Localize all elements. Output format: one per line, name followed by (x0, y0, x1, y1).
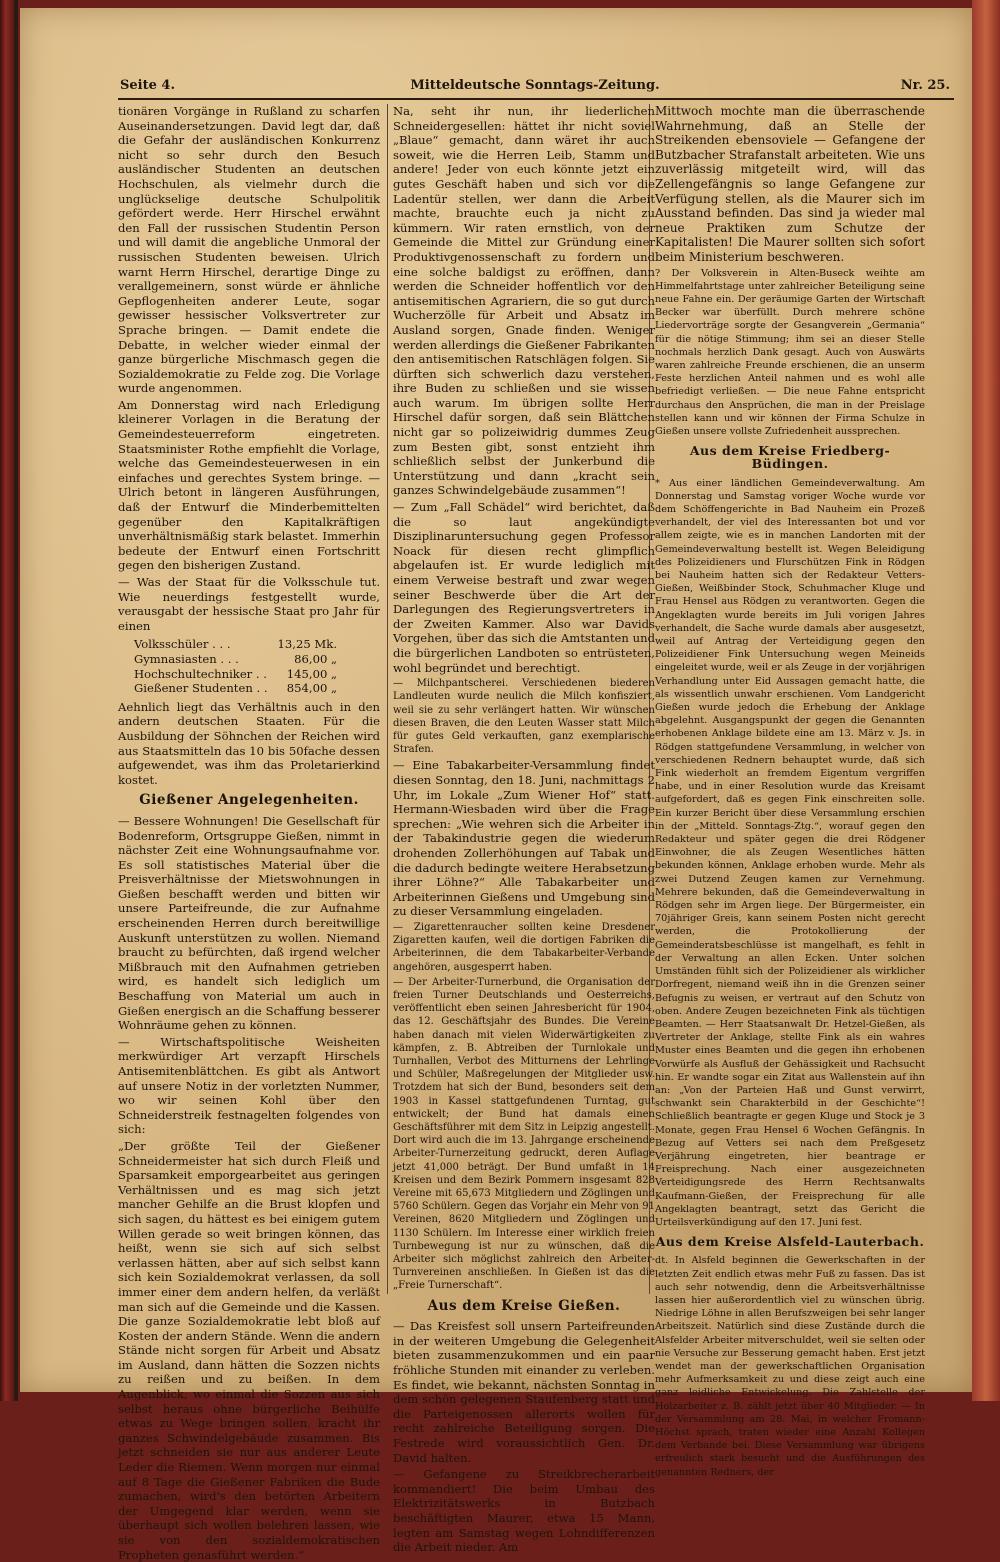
column-2 (393, 104, 655, 1555)
issue-number: Nr. 25. (900, 78, 950, 93)
article-paragraph: ? Der Volksverein in Alten-Buseck weihte am Himmelfahrtstage unter zahlreicher Beteiligung seine neue Fahne ein. Der geräumige Garten der Wirtschaft Becker war überfüllt. Durch mehrere schöne Liedervorträge sorgte der Gesangverein „Germania“ für die nötige Stimmung; ihm sei an dieser Stelle nochmals herzlich Dank gesagt. Auch von Auswärts waren zahlreiche Freunde erschienen, die an unserm Feste herzlichen Anteil nahmen und es wohl alle befriedigt verließen. — Die neue Fahne entspricht durchaus den Ansprüchen, die man in der Preislage stellen kann und wir können der Firma Schulze in Gießen unsere vollste Zufriedenheit aussprechen. (655, 267, 925, 437)
section-heading: Gießener Angelegenheiten. (139, 792, 359, 809)
table-row (134, 637, 341, 652)
article-paragraph: — Zum „Fall Schädel“ wird berichtet, daß die so laut angekündigte Disziplinaruntersuchung gegen Professor Noack für diesen recht glimpflich abgelaufen ist. Er wurde lediglich mit einem Verweise bestraft und zwar wegen seiner Beschwerde über die Art der Darlegungen des Regierungsvertreters in der Zweiten Kammer. Also war Davids Vorgehen, über das sich die Amtstanten und die bürgerlichen Landboten so entrüsteten, wohl begründet und berechtigt. (393, 500, 655, 675)
binding-edge (14, 0, 18, 1401)
article-paragraph: — Gefangene zu Streikbrecherarbeit kommandiert! Die beim Umbau des Elektrizitätswerks in Butzbach beschäftigten Maurer, etwa 15 Mann, legten am Samstag wegen Lohndifferenzen die Arbeit nieder. Am (393, 1467, 655, 1555)
table-cell-label: Gießener Studenten . . (134, 681, 268, 696)
article-paragraph: * Aus einer ländlichen Gemeindeverwaltung. Am Donnerstag und Samstag voriger Woche wurde vor dem Schöffengerichte in Bad Nauheim ein Prozeß verhandelt, der viel des Interessanten bot und vor allem zeigte, wie es in manchen Landorten mit der Gemeindeverwaltung bestellt ist. Wegen Beleidigung des Polizeidieners und Flurschützen Fink in Rödgen bei Nauheim hatten sich der Redakteur Vetters-Gießen, Weißbinder Stock, Schuhmacher Kluge und Frau Hensel aus Rödgen zu verantworten. Gegen die Angeklagten wurde bereits im Juli vorigen Jahres verhandelt, die Sache wurde damals aber ausgesetzt, weil auf Antrag der Verteidigung gegen den Polizeidiener Fink Untersuchung wegen Meineids eingeleitet wurde, weil er als Zeuge in der vorjährigen Verhandlung unter Eid Aussagen gemacht hatte, die als wissentlich unwahr erschienen. Vom Landgericht Gießen wurde jedoch die Erhebung der Anklage abgelehnt. Ausgangspunkt der gegen die Genannten erhobenen Anklage bildete eine am 13. März v. Js. in Rödgen stattgefundene Versammlung, in welcher von verschiedenen Rednern behauptet wurde, daß sich Fink wiederholt an fremdem Eigentum vergriffen habe, und in einer Resolution wurde das Kreisamt aufgefordert, daß es gegen Fink einschreiten solle. Ein kurzer Bericht über diese Versammlung erschien in der „Mitteld. Sonntags-Ztg.“, worauf gegen den Redakteur und später gegen die drei Rödgener Einwohner, die als Zeugen Wesentliches hätten bekunden können, Anklage erhoben wurde. Mehr als zwei Dutzend Zeugen kamen zur Vernehmung. Mehrere bekunden, daß die Gemeindeverwaltung in Rödgen sehr im Argen liege. Der Bürgermeister, ein 70jähriger Greis, kann seinem Posten nicht gerecht werden, die Protokollierung der Gemeinderatsbeschlüsse ist mangelhaft, es fehlt in der Verwaltung an allen Ecken. Unter solchen Umständen fühlt sich der Polizeidiener als wirklicher Dorfregent, niemand weiß ihn in die Grenzen seiner Befugnis zu weisen, er vertraut auf den Schutz von oben. Andere Zeugen bezeichneten Fink als tüchtigen Beamten. — Herr Staatsanwalt Dr. Hetzel-Gießen, als Vertreter der Anklage, stellte Fink als ein wahres Muster eines Beamten und die gegen ihn erhobenen Vorwürfe als Ausfluß der Gehässigkeit und Rachsucht hin. Er wandte sogar ein Zitat aus Wallenstein auf ihn an: „Von der Parteien Haß und Gunst verwirrt, schwankt sein Charakterbild in der Geschichte“! Schließlich beantragte er gegen Kluge und Stock je 3 Monate, gegen Frau Hensel 6 Wochen Gefängnis. In Bezug auf Vetters sei nach dem Preßgesetz Verjährung eingetreten, hier beantrage er Freisprechung. Nach einer ausgezeichneten Verteidigungsrede des Herrn Rechtsanwalts Kaufmann-Gießen, der Freisprechung für alle Angeklagten beantragt, setzt das Gericht die Urteilsverkündigung auf den 17. Juni fest. (655, 477, 925, 1228)
table-row (134, 681, 341, 696)
article-paragraph: Aehnlich liegt das Verhältnis auch in den andern deutschen Staaten. Für die Ausbildung der Söhnchen der Reichen wird aus Staatsmitteln das 10 bis 50fache dessen aufgewendet, was ihm das Proletarierkind kostet. (118, 699, 380, 787)
table-cell-label: Volksschüler . . . (134, 637, 231, 652)
article-paragraph: — Der Arbeiter-Turnerbund, die Organisation der freien Turner Deutschlands und Oesterreichs, veröffentlicht eben seinen Jahresbericht für 1904, das 12. Geschäftsjahr des Bundes. Die Vereine haben danach mit vielen Widerwärtigkeiten zu kämpfen, z. B. Abtreiben der Turnlokale und Turnhallen, Verbot des Mitturnens der Lehrlinge und Schüler, Maßregelungen der Mitglieder usw. Trotzdem hat sich der Bund, besonders seit dem 1903 in Kassel stattgefundenen Turntag, gut entwickelt; der Bund hat damals einen Geschäftsführer mit dem Sitz in Leipzig angestellt. Dort wird auch die im 13. Jahrgange erscheinende Arbeiter-Turnerzeitung gedruckt, deren Auflage jetzt 41,000 beträgt. Der Bund umfaßt in 14 Kreisen und dem Bezirk Pommern insgesamt 828 Vereine mit 65,673 Mitgliedern und Zöglingen und 5760 Schülern. Gegen das Vorjahr ein Mehr von 91 Vereinen, 8620 Mitgliedern und Zöglingen und 1130 Schülern. Im Interesse einer wirklich freien Turnbewegung ist nur zu wünschen, daß die Arbeiter sich möglichst zahlreich den Arbeiter-Turnvereinen anschließen. In Gießen ist das die „Freie Turnerschaft“. (393, 976, 655, 1292)
book-binding (0, 0, 14, 1401)
table-cell-label: Gymnasiasten . . . (134, 651, 239, 666)
section-heading: Aus dem Kreise Friedberg-Büdingen. (689, 443, 891, 472)
table-cell-value: 86,00 „ (294, 651, 338, 666)
section-heading: Aus dem Kreise Gießen. (427, 1297, 621, 1314)
article-paragraph: — Milchpantscherei. Verschiedenen biederen Landleuten wurde neulich die Milch konfisziert, weil sie zu sehr verlängert hatten. Wir wünschen diesen Braven, die den Leuten Wasser statt Milch für gutes Geld verkauften, ganz exemplarische Strafen. (393, 678, 655, 756)
article-paragraph: — Bessere Wohnungen! Die Gesellschaft für Bodenreform, Ortsgruppe Gießen, nimmt in nächster Zeit eine Wohnungsaufnahme vor. Es soll statistisches Material über die Preisverhältnisse der Mietswohnungen in Gießen beschafft werden und bitten wir unsere Parteifreunde, die zur Aufnahme erscheinenden Herren durch bereitwillige Auskunft unterstützen zu wollen. Niemand braucht zu befürchten, daß irgend welcher Mißbrauch mit den Aufnahmen getrieben wird, es handelt sich lediglich um Beschaffung von Material um auch in Gießen energisch an die Schaffung besserer Wohnräume gehen zu können. (118, 813, 380, 1033)
article-paragraph: Na, seht ihr nun, ihr liederlichen Schneidergesellen: hättet ihr nicht soviel „Blaue“ gemacht, dann wäret ihr auch soweit, wie die Herren Leib, Stamm und andere! Jeder von euch könnte jetzt ein gutes Geschäft haben und sich vor die Ladentür stellen, wer dann die Arbeit machte, brauchte euch ja nicht zu kümmern. Wir raten ernstlich, von der Gemeinde die Mittel zur Gründung einer Produktivgenossenschaft zu fordern und eine solche baldigst zu eröffnen, dann werden die Schneider hoffentlich vor den antisemitischen Agrariern, die so gut durch Wucherzölle für Arbeit und Absatz im Ausland sorgen, Gnade finden. Weniger werden allerdings die Gießener Fabrikanten den antisemitischen Ratschlägen folgen. Sie dürften sich schwerlich dazu verstehen, ihre Buden zu schließen und sie wissen auch warum. Im übrigen sollte Herr Hirschel dafür sorgen, daß sein Blättchen nicht gar so polizeiwidrig dummes Zeug zum Besten gibt, sonst entzieht ihm schließlich selbst der Junkerbund die Unterstützung und dann „kracht sein ganzes Schwindelgebäude zusammen“! (393, 104, 655, 498)
article-paragraph: Mittwoch mochte man die überraschende Wahrnehmung, daß an Stelle der Streikenden ebensoviele — Gefangene der Butzbacher Strafanstalt arbeiteten. Wie uns zuverlässig mitgeteilt wird, will das Zellengefängnis so lange Gefangene zur Verfügung stellen, als die Maurer sich im Ausstand befinden. Das sind ja wieder mal neue Praktiken zum Schutze der Kapitalisten! Die Maurer sollten sich sofort beim Ministerium beschweren. (655, 104, 925, 264)
column-divider (387, 104, 388, 1294)
newspaper-title: Mitteldeutsche Sonntags-Zeitung. (410, 78, 660, 93)
table-cell-value: 145,00 „ (286, 666, 338, 681)
header-rule (118, 98, 954, 100)
table-cell-value: 854,00 „ (286, 681, 338, 696)
article-paragraph: — Was der Staat für die Volksschule tut. Wie neuerdings festgestellt wurde, verausgabt der hessische Staat pro Jahr für einen (118, 575, 380, 633)
page-number: Seite 4. (120, 78, 175, 93)
article-paragraph: — Das Kreisfest soll unsern Parteifreunden in der weiteren Umgebung die Gelegenheit bieten zusammenzukommen und ein paar fröhliche Stunden mit einander zu verleben. Es findet, wie bekannt, nächsten Sonntag in dem schön gelegenen Staufenberg statt und die Parteigenossen allerorts wollen für recht zahlreiche Beteiligung sorgen. Die Festrede wird voraussichtlich Gen. Dr. David halten. (393, 1319, 655, 1465)
section-heading: Aus dem Kreise Alsfeld-Lauterbach. (655, 1234, 925, 1250)
article-paragraph: „Der größte Teil der Gießener Schneidermeister hat sich durch Fleiß und Sparsamkeit emporgearbeitet aus geringen Verhältnissen und es mag sich jetzt mancher Gehilfe an die Brust klopfen und sich sagen, du hättest es bei einigem gutem Willen gerade so weit bringen können, das heißt, wenn sie sich auf sich selbst verlassen hätten, aber auf sich selbst kann sich kein Sozialdemokrat verlassen, da soll immer einer dem andern helfen, da verläßt man sich auf die Gemeinde und die Kassen. Die ganze Sozialdemokratie lebt bloß auf Kosten der andern Stände. Wenn die andern Stände nicht sorgen für Arbeit und Absatz im Ausland, dann hätten die Sozzen nichts zu reißen und zu beißen. In dem Augenblick, wo einmal die Sozzen aus sich selbst heraus ohne bürgerliche Beihülfe etwas zu Wege bringen sollen, kracht ihr ganzes Schwindelgebäude zusammen. Bis jetzt schneiden sie nur aus anderer Leute Leder die Riemen. Wenn morgen nur einmal auf 8 Tage die Gießener Fabriken die Bude zumachen, wird's den betörten Arbeitern der Umgegend klar werden, wenn sie überhaupt sich wollen belehren lassen, wie sie von den sozialdemokratischen Propheten genasführt werden.“ (118, 1138, 380, 1562)
article-paragraph: Am Donnerstag wird nach Erledigung kleinerer Vorlagen in die Beratung der Gemeindesteuerreform eingetreten. Staatsminister Rothe empfiehlt die Vorlage, welche das Gemeindesteuerwesen in ein einfaches und gerechtes System bringe. — Ulrich betont in längeren Ausführungen, daß der Entwurf die Minderbemittelten gegenüber den Kapitalkräftigen unverhältnismäßig stark belastet. Immerhin bedeute der Entwurf einen Fortschritt gegen den bisherigen Zustand. (118, 397, 380, 573)
facing-page-edge (972, 0, 1000, 1401)
article-paragraph: dt. In Alsfeld beginnen die Gewerkschaften in der letzten Zeit endlich etwas mehr Fuß zu fassen. Das ist auch sehr notwendig, denn die Arbeitsverhältnisse lassen hier außerordentlich viel zu wünschen übrig. Niedrige Löhne in allen Berufszweigen bei sehr langer Arbeitszeit. Natürlich sind diese Zustände durch die Alsfelder Arbeiter mitverschuldet, weil sie selten oder nie Versuche zur Besserung gemacht haben. Erst jetzt wendet man der gewerkschaftlichen Organisation mehr Aufmerksamkeit zu und diese zeigt auch eine ganz leidliche Entwickelung. Die Zahlstelle der Holzarbeiter z. B. zählt jetzt über 40 Mitglieder. — In der Versammlung am 28. Mai, in welcher Fromann-Höchst sprach, traten wieder eine Anzahl Kollegen dem Verbande bei. Diese Versammlung war übrigens erfreulich stark besucht und die Ausführungen des genannten Redners, der (655, 1255, 925, 1478)
expense-table (134, 637, 341, 695)
table-cell-value: 13,25 Mk. (277, 637, 338, 652)
page-header (120, 78, 950, 100)
column-1 (118, 104, 380, 1562)
table-row (134, 652, 341, 667)
article-paragraph: — Zigarettenraucher sollten keine Dresdener Zigaretten kaufen, weil die dortigen Fabriken die Arbeiterinnen, die dem Tabakarbeiter-Verbande angehören, ausgesperrt haben. (393, 921, 655, 973)
column-3 (655, 104, 925, 1478)
article-paragraph: tionären Vorgänge in Rußland zu scharfen Auseinandersetzungen. David legt dar, daß die Gefahr der ausländischen Konkurrenz nicht so sehr durch den Besuch ausländischer Studenten an deutschen Hochschulen, als vielmehr durch die unglückselige deutsche Schulpolitik gefördert werde. Herr Hirschel erwähnt den Fall der russischen Studentin Person und will damit die angebliche Unmoral der russischen Studenten beweisen. Ulrich warnt Herrn Hirschel, derartige Dinge zu verallgemeinern, sonst würde er ähnliche Gepflogenheiten anderer Leute, sogar gewisser hessischer Volksvertreter zur Sprache bringen. — Damit endete die Debatte, in welcher wieder einmal der ganze bürgerliche Mischmasch gegen die Sozialdemokratie zu Felde zog. Die Vorlage wurde angenommen. (118, 104, 380, 396)
table-cell-label: Hochschultechniker . . (134, 666, 267, 681)
article-paragraph: — Wirtschaftspolitische Weisheiten merkwürdiger Art verzapft Hirschels Antisemitenblättchen. Es gibt als Antwort auf unsere Notiz in der vorletzten Nummer, wo wir seinen Kohl über den Schneiderstreik festnagelten folgendes von sich: (118, 1034, 380, 1137)
article-paragraph: — Eine Tabakarbeiter-Versammlung findet diesen Sonntag, den 18. Juni, nachmittags 2 Uhr, im Lokale „Zum Wiener Hof“ statt. Hermann-Wiesbaden wird über die Frage sprechen: „Wie wehren sich die Arbeiter in der Tabakindustrie gegen die wiederum drohenden Zollerhöhungen auf Tabak und die dadurch bedingte weitere Herabsetzung ihrer Löhne?“ Alle Tabakarbeiter und Arbeiterinnen Gießens und Umgebung sind zu dieser Versammlung eingeladen. (393, 758, 655, 919)
table-row (134, 667, 341, 682)
